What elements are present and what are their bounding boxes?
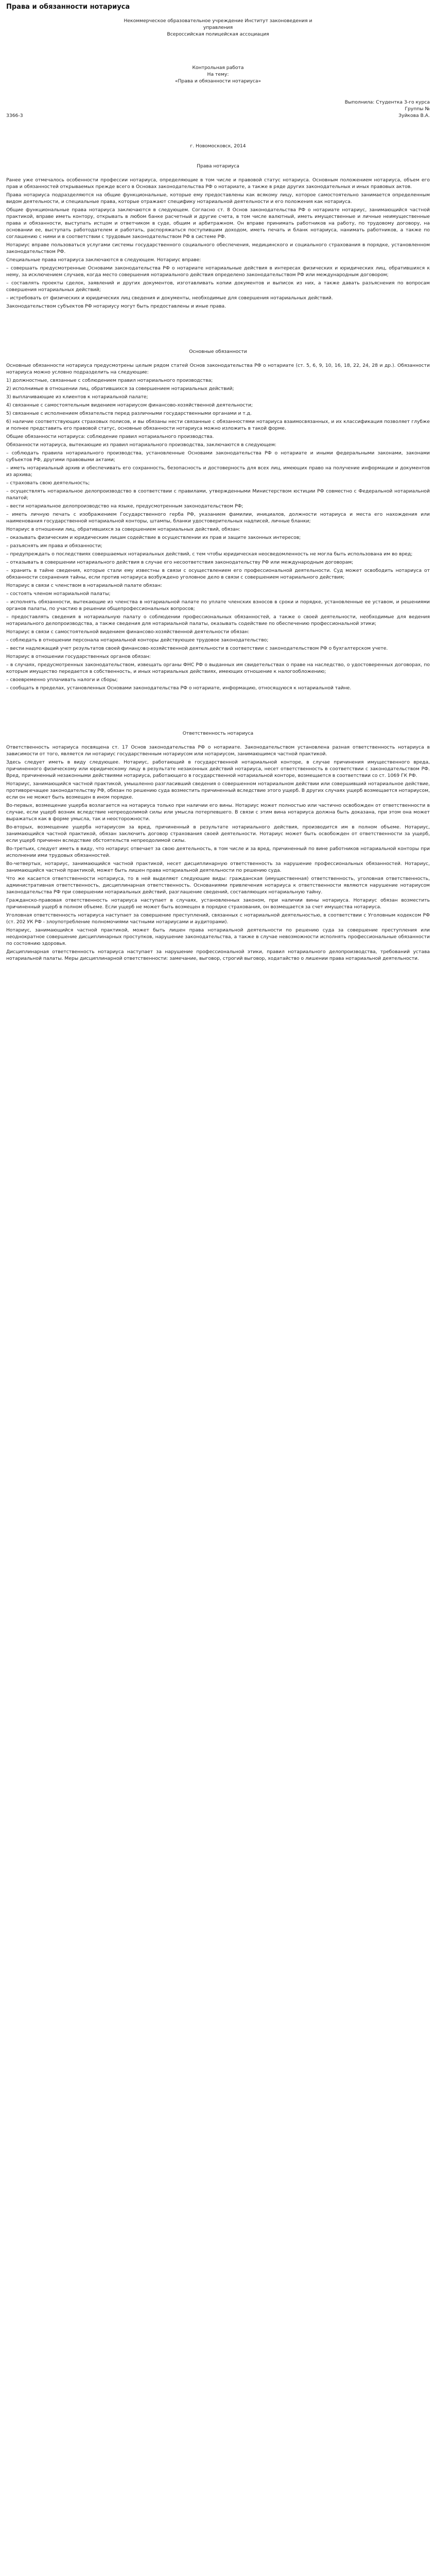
paragraph: Дисциплинарная ответственность нотариуса наступает за нарушение профессиональной этики, правил нотариального делопроизводства, требований устава нотариальной палаты. Меры дисциплинарной ответственности: замечание, выговор, строгий выговор, ходатайство о лишении права нотариальной деятельности. (6, 949, 430, 961)
org-header (6, 18, 430, 38)
paragraph: Нотариус, занимающийся частной практикой, умышленно разгласивший сведения о совершенном нотариальном действии или совершивший нотариальное действие, противоречащее законодательству РФ, обязан по решению суда возместить причиненный вследствие этого ущерб. В других случаях ущерб возмещается нотариусом, если он не может быть возмещен в ином порядке. (6, 781, 430, 800)
topic: «Права и обязанности нотариуса» (175, 78, 261, 84)
list-item: – осуществлять нотариальное делопроизводство в соответствии с правилами, утвержденными Министерством юстиции РФ совместно с Федеральной нотариальной палатой; (6, 488, 430, 501)
paragraph: Основные обязанности нотариуса предусмотрены целым рядом статей Основ законодательства РФ о нотариате (ст. 5, 6, 9, 10, 16, 18, 22, 24, 28 и др.). Обязанности нотариуса можно условно подразделить на следующие: (6, 363, 430, 375)
group-line: Группы № (405, 106, 430, 112)
list-item: – сообщать в пределах, установленных Основами законодательства РФ о нотариате, информацию, относящуюся к нотариальной тайне. (6, 685, 352, 691)
org-line-1: Некоммерческое образовательное учреждение Институт законоведения и (124, 18, 312, 24)
paragraph: Нотариус, занимающийся частной практикой, может быть лишен права нотариальной деятельности по решению суда за совершение преступления или неоднократное совершение дисциплинарных проступков, нарушение законодательства, а также в случае невозможности исполнять профессиональные обязанности по состоянию здоровья. (6, 927, 430, 946)
list-item: 6) наличие соответствующих страховых полисов, и вы обязаны нести связанные с обязанностями нотариуса взаимосвязанных, и их классификация позволяет глубже и полнее представить его правовой статус, основные обязанности нотариуса можно изложить в такой форме. (6, 419, 430, 431)
paragraph: Права нотариуса подразделяются на общие функциональные, которые ему предоставлены как всякому лицу, которое самостоятельно занимается определенным видом деятельности, и специальные права, которые отражают специфику нотариальной деятельности и его положения как нотариуса. (6, 192, 430, 205)
list-item: – иметь личную печать с изображением Государственного герба РФ, указанием фамилии, инициалов, должности нотариуса и места его нахождения или наименования государственной нотариальной конторы, штампы, бланки удостоверительных надписей, личные бланки; (6, 512, 430, 524)
group-number: 3366-3 (6, 113, 23, 118)
list-item: – в случаях, предусмотренных законодательством, извещать органы ФНС РФ о выданных им свидетельствах о праве на наследство, о удостоверенных договорах, по которым имущество передается в собственность, и иных нотариальных действиях, имеющих отношение к налогообложению; (6, 662, 430, 674)
list-item: – исполнять обязанности, вытекающие из членства в нотариальной палате по уплате членских взносов в сроки и порядке, установленные ее уставом, и решениями органов палаты, по участию в решении общепрофессиональных вопросов; (6, 599, 430, 612)
list-item: – страховать свою деятельность; (6, 480, 90, 486)
list-item: 2) исполнимые в отношении лиц, обратившихся за совершением нотариальных действий; (6, 386, 234, 392)
paragraph: Здесь следует иметь в виду следующее. Нотариус, работающий в государственной нотариальной конторе, в случае причинения имущественного вреда, причиненного физическому или юридическому лицу в результате незаконных действий нотариуса, несет ответственность в соответствии с законодательством РФ. Вред, причиненный незаконными действиями нотариуса, работающего в государственной нотариальной конторе, возмещается в соответствии со ст. 1069 ГК РФ. (6, 759, 430, 778)
org-line-3: Всероссийская полицейская ассоциация (167, 31, 269, 37)
work-type: Контрольная работа (192, 65, 244, 71)
page-title: Права и обязанности нотариуса (6, 3, 130, 11)
paragraph: Общие обязанности нотариуса: соблюдение правил нотариального производства. (6, 434, 214, 439)
list-item: – иметь нотариальный архив и обеспечивать его сохранность, безопасность и достоверность для всех лиц, имеющих право на получение информации и документов из архива; (6, 465, 430, 478)
paragraph: Специальные права нотариуса заключаются в следующем. Нотариус вправе: (6, 257, 201, 263)
section-title-liability: Ответственность нотариуса (182, 731, 254, 736)
number-name-row (6, 112, 430, 119)
rights-section (6, 177, 430, 310)
paragraph: Что же касается ответственности нотариуса, то в ней выделяют следующие виды: гражданская (имущественная) ответственность, уголовная ответственность, административная ответственность, дисциплинарная ответственность. Основаниями привлечения нотариуса к ответственности являются нарушение нотариусом законодательства РФ при совершении нотариальных действий, разглашение сведений, составляющих нотариальную тайну. (6, 876, 430, 895)
paragraph: Во-первых, возмещение ущерба возлагается на нотариуса только при наличии его вины. Нотариус может полностью или частично освобожден от ответственности в случае, если ущерб возник вследствие непреодолимой силы или умысла потерпевшего. В связи с этим вина нотариуса должна быть доказана, при этом она может выражаться как в форме умысла, так и неосторожности. (6, 803, 430, 822)
list-item: 4) связанные с самостоятельным видением нотариусом финансово-хозяйственной деятельности; (6, 402, 253, 408)
list-item: 5) связанные с исполнением обязательств перед различными государственными органами и т.д. (6, 411, 252, 416)
section-title-rights: Права нотариуса (197, 163, 239, 169)
document-page (0, 0, 436, 970)
list-item: – отказывать в совершении нотариального действия в случае его несоответствия законодательству РФ или международным договорам; (6, 560, 354, 565)
list-item: Нотариус в отношении государственных органов обязан: (6, 654, 151, 659)
list-item: – соблюдать правила нотариального производства, установленные Основами законодательства РФ о нотариате и иными федеральными законами, законами субъектов РФ, другими правовыми актами; (6, 450, 430, 463)
paragraph: Гражданско-правовая ответственность нотариуса наступает в случаях, установленных законом, при наличии вины нотариуса. Нотариус обязан возместить причиненный ущерб в полном объеме. Если ущерб не может быть возмещен в порядке страхования, он возмещается за счет имущества нотариуса. (6, 897, 430, 910)
on-topic: На тему: (207, 72, 229, 77)
list-item: – составлять проекты сделок, заявлений и других документов, изготавливать копии документов и выписок из них, а также давать разъяснения по вопросам совершения нотариальных действий; (6, 280, 430, 293)
student-name: Зуйкова В.А. (398, 113, 430, 118)
paragraph: Законодательством субъектов РФ нотариусу могут быть предоставлены и иные права. (6, 303, 226, 309)
student-line: Выполнила: Студентка 3-го курса (344, 99, 430, 105)
paragraph: Уголовная ответственность нотариуса наступает за совершение преступлений, связанных с нотариальной деятельностью, в соответствии с Уголовным кодексом РФ (ст. 202 УК РФ - злоупотребление полномочиями частными нотариусами и аудиторами). (6, 912, 430, 925)
list-item: – вести надлежащий учет результатов своей финансово-хозяйственной деятельности в соответствии с законодательством РФ о бухгалтерском учете. (6, 646, 388, 651)
paragraph: Ранее уже отмечалось особенности профессии нотариуса, определяющие в том числе и правовой статус нотариуса. Основным положением нотариуса, объем его прав и обязанностей открываемых прежде всего в Основах законодательства РФ о нотариате, а также в ряде других законодательных и иных правовых актов. (6, 177, 430, 190)
list-item: Нотариус в отношении лиц, обратившихся за совершением нотариальных действий, обязан: (6, 527, 240, 532)
liability-section (6, 744, 430, 962)
list-item: – хранить в тайне сведения, которые стали ему известны в связи с осуществлением его профессиональной деятельности. Суд может освободить нотариуса от обязанности сохранения тайны, если против нотариуса возбуждено уголовное дело в связи с совершением нотариального действия; (6, 568, 430, 580)
list-item: – соблюдать в отношении персонала нотариальной конторы действующее трудовое законодательство; (6, 637, 269, 643)
duties-list (6, 450, 430, 691)
paragraph: Общие функциональные права нотариуса заключаются в следующем. Согласно ст. 8 Основ законодательства РФ о нотариате нотариус, занимающийся частной практикой, вправе иметь контору, открывать в любом банке расчетный и другие счета, в том числе валютный, иметь имущественные и личные неимущественные права и обязанности, выступать истцом и ответчиком в суде, общим и арбитражном. Он вправе принимать работников на работу, по трудовому договору, на основании ее, выступать работодателем и работать, распоряжаться поступившим доходом, иметь печать и бланк нотариуса, нанимать работников, а также по соглашению с ними и в соответствии с трудовым законодательством РФ в системе РФ. (6, 207, 430, 240)
list-item: – оказывать физическим и юридическим лицам содействие в осуществлении их прав и защите законных интересов; (6, 535, 301, 540)
paragraph: Обязанности нотариуса, вытекающие из правил нотариального производства, заключаются в следующем: (6, 442, 276, 448)
list-item: 1) должностные, связанные с соблюдением правил нотариального производства; (6, 378, 213, 383)
paragraph: Во-четвертых, нотариус, занимающийся частной практикой, несет дисциплинарную ответственность за нарушение профессиональных обязанностей. Нотариус, занимающийся частной практикой, может быть лишен права нотариальной деятельности по решению суда. (6, 861, 430, 873)
list-item: – разъяснять им права и обязанности; (6, 543, 102, 549)
list-item: – предупреждать о последствиях совершаемых нотариальных действий, с тем чтобы юридическая неосведомленность не могла быть использована им во вред; (6, 551, 413, 557)
list-item: – своевременно уплачивать налоги и сборы; (6, 677, 118, 683)
paragraph: Нотариус вправе пользоваться услугами системы государственного социального обеспечения, медицинского и социального страхования в порядке, установленном законодательством РФ. (6, 242, 430, 255)
list-item: – истребовать от физических и юридических лиц сведения и документы, необходимые для совершения нотариальных действий. (6, 295, 333, 301)
list-item: Нотариус в связи с самостоятельной видением финансово-хозяйственной деятельности обязан: (6, 629, 250, 635)
list-item: – вести нотариальное делопроизводство на языке, предусмотренным законодательством РФ; (6, 503, 243, 509)
list-item: 3) выплачивающие из клиентов к нотариальной палате; (6, 394, 148, 400)
list-item: – состоять членом нотариальной палаты; (6, 591, 111, 597)
list-item: – совершать предусмотренные Основами законодательства РФ о нотариате нотариальные действия в интересах физических и юридических лиц, обратившихся к нему, за исключением случаев, когда место совершения нотариального действия определено законодательством РФ или международным договором; (6, 265, 430, 278)
section-title-duties: Основные обязанности (189, 349, 247, 354)
list-item: Нотариус в связи с членством в нотариальной палате обязан: (6, 583, 162, 588)
paragraph: Ответственность нотариуса посвящена ст. 17 Основ законодательства РФ о нотариате. Законодательством установлена разная ответственность нотариуса в зависимости от того, является ли нотариус государственным нотариусом или нотариусом, занимающимся частной практикой. (6, 744, 430, 757)
list-item: – предоставлять сведения в нотариальную палату о соблюдении профессиональных обязанностей, а также о своей деятельности, необходимые для ведения нотариального делопроизводства, а также сведения для нотариальной палаты, оказывать содействие по обеспечению профессиональной этики; (6, 614, 430, 626)
city-year: г. Новомосковск, 2014 (190, 143, 246, 149)
org-line-2: управления (203, 25, 233, 30)
paragraph: Во-вторых, возмещение ущерба нотариусом за вред, причиненный в результате нотариального действия, производится им в полном объеме. Нотариус, занимающийся частной практикой, обязан заключить договор страхования своей деятельности. Нотариус может быть освобожден от ответственности за ущерб, если ущерб причинен вследствие обстоятельств непреодолимой силы. (6, 824, 430, 843)
duties-section (6, 362, 430, 691)
paragraph: Во-третьих, следует иметь в виду, что нотариус отвечает за свою деятельность, в том числе и за вред, причиненный по вине работников нотариальной конторы при исполнении ими трудовых обязанностей. (6, 846, 430, 858)
